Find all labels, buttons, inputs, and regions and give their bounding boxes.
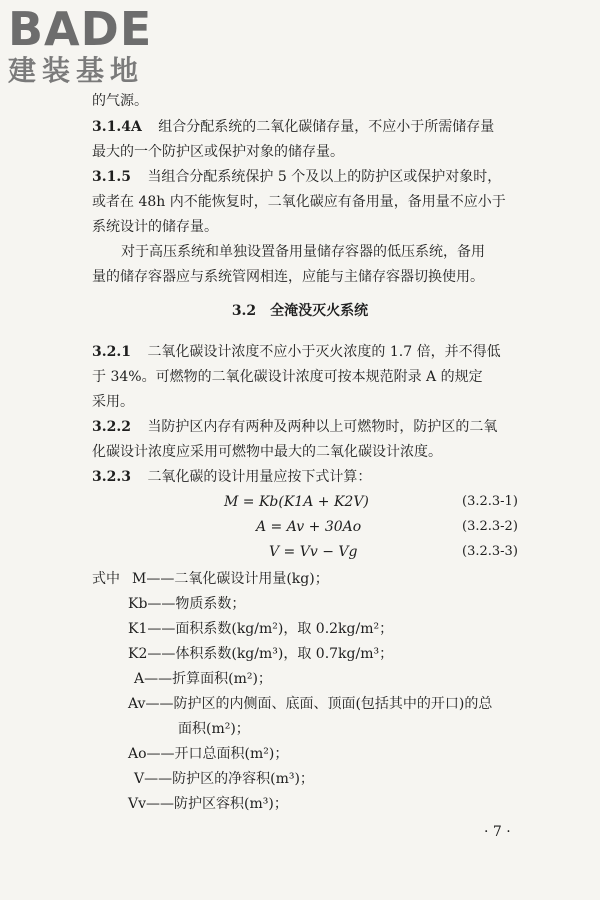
definition-item-continued: 面积(m²)；: [178, 721, 250, 737]
definition-item: Kb——物质系数；: [128, 596, 246, 612]
text-line: 对于高压系统和单独设置备用量储存容器的低压系统，备用: [121, 244, 485, 260]
logo-brand: BADE: [8, 2, 153, 56]
text-line: 最大的一个防护区或保护对象的储存量。: [92, 144, 344, 160]
clause-3-2-2: [92, 418, 497, 436]
clause-3-2-3: [92, 468, 371, 486]
definition-item: K2——体积系数(kg/m³)，取 0.7kg/m³；: [128, 646, 394, 662]
definition-item: K1——面积系数(kg/m²)，取 0.2kg/m²；: [128, 621, 394, 637]
definition-item: M——二氧化碳设计用量(kg)；: [132, 571, 329, 587]
equation-formula: A = Av + 30Ao: [256, 519, 362, 535]
clause-number: 3.2.1: [92, 344, 131, 360]
definitions-intro: 式中: [92, 571, 120, 587]
text-line: 于 34%。可燃物的二氧化碳设计浓度可按本规范附录 A 的规定: [92, 369, 483, 385]
logo: [8, 4, 178, 88]
text-line: 系统设计的储存量。: [92, 219, 218, 235]
definition-item: A——折算面积(m²)；: [134, 671, 272, 687]
text-line: 或者在 48h 内不能恢复时，二氧化碳应有备用量，备用量不应小于: [92, 194, 506, 210]
equation-number: (3.2.3-2): [462, 519, 518, 534]
definition-item: Vv——防护区容积(m³)；: [128, 796, 288, 812]
definition-item: Ao——开口总面积(m²)；: [128, 746, 289, 762]
section-heading: 3.2 全淹没灭火系统: [231, 303, 369, 319]
equation-number: (3.2.3-1): [462, 494, 518, 509]
clause-3-2-1: [92, 343, 501, 361]
clause-text: 组合分配系统的二氧化碳储存量，不应小于所需储存量: [158, 119, 495, 135]
text-line: 量的储存容器应与系统管网相连，应能与主储存容器切换使用。: [92, 269, 484, 285]
text-line: 的气源。: [92, 93, 148, 109]
page-number: · 7 ·: [484, 824, 511, 840]
equation-number: (3.2.3-3): [462, 544, 518, 559]
clause-text: 当组合分配系统保护 5 个及以上的防护区或保护对象时，: [147, 169, 502, 185]
clause-number: 3.2.2: [92, 419, 131, 435]
clause-text: 当防护区内存有两种及两种以上可燃物时，防护区的二氧: [147, 419, 498, 435]
definition-item: Av——防护区的内侧面、底面、顶面(包括其中的开口)的总: [128, 696, 493, 712]
clause-number: 3.1.5: [92, 169, 131, 185]
logo-subtitle: 建装基地: [8, 54, 145, 87]
equation-formula: V = Vv − Vg: [269, 544, 358, 560]
clause-number: 3.1.4A: [92, 119, 142, 135]
equation-formula: M = Kb(K1A + K2V): [224, 494, 369, 510]
text-line: 采用。: [92, 394, 134, 410]
clause-3-1-5: [92, 168, 501, 186]
clause-text: 二氧化碳的设计用量应按下式计算：: [147, 469, 372, 485]
clause-3-1-4a: [92, 118, 494, 136]
text-line: 化碳设计浓度应采用可燃物中最大的二氧化碳设计浓度。: [92, 444, 442, 460]
definition-item: V——防护区的净容积(m³)；: [134, 771, 314, 787]
clause-text: 二氧化碳设计浓度不应小于灭火浓度的 1.7 倍，并不得低: [147, 344, 501, 360]
clause-number: 3.2.3: [92, 469, 131, 485]
